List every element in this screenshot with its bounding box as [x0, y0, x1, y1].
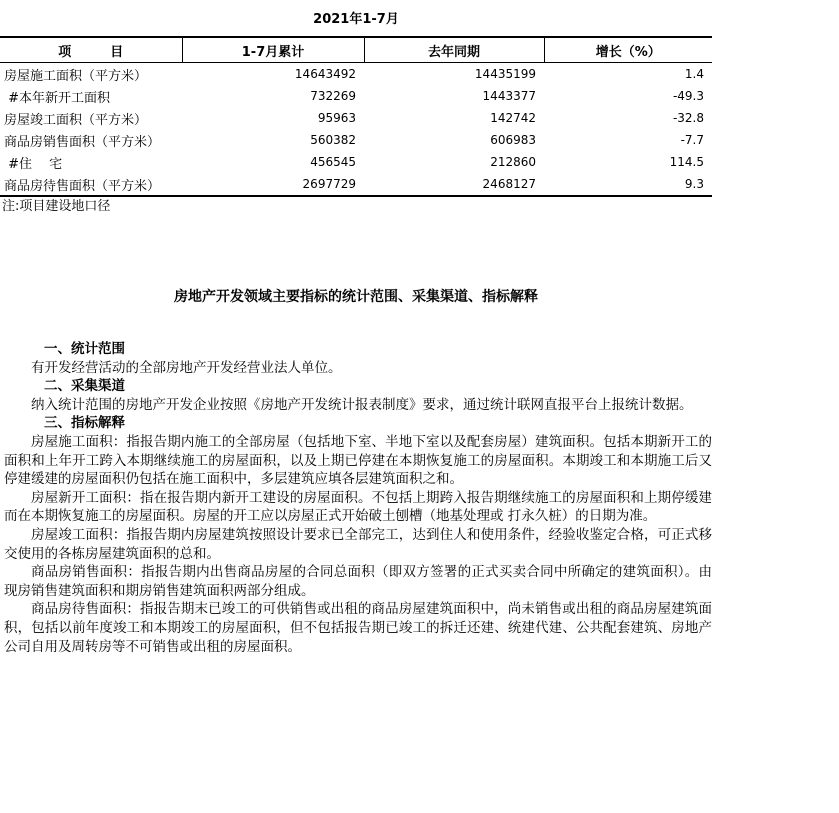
explanation-sections	[4, 340, 712, 656]
row-previous-year: 606983	[490, 133, 536, 147]
statistics-table	[0, 36, 712, 197]
definition-sales-area: 商品房销售面积：指报告期内出售商品房屋的合同总面积（即双方签署的正式买卖合同中所确定的建筑面积）。由现房销售建筑面积和期房销售建筑面积两部分组成。	[4, 564, 712, 599]
row-growth: 114.5	[669, 155, 704, 169]
row-growth: 1.4	[684, 67, 704, 81]
definition-completed-area: 房屋竣工面积：指报告期内房屋建筑按照设计要求已全部完工，达到住人和使用条件，经验收鉴定合格，可正式移交使用的各栋房屋建筑面积的总和。	[4, 526, 712, 562]
table-header-row	[0, 37, 712, 63]
row-cumulative: 14643492	[294, 67, 356, 81]
row-previous-year: 1443377	[482, 89, 536, 103]
table-row	[0, 151, 712, 173]
section-heading-channel: 二、采集渠道	[44, 378, 125, 395]
row-item: 房屋施工面积（平方米）	[4, 68, 148, 84]
definition-for-sale-area: 商品房待售面积：指报告期末已竣工的可供销售或出租的商品房屋建筑面积中，尚未销售或出租的商品房屋建筑面积，包括以前年度竣工和本期竣工的房屋面积，但不包括报告期已竣工的拆迁还建、统建代建、公共配套建筑、房地产公司自用及周转房等不可销售或出租的房屋面积。	[4, 601, 712, 655]
row-item: 房屋竣工面积（平方米）	[4, 112, 148, 128]
definition-construction-area: 房屋施工面积：指报告期内施工的全部房屋（包括地下室、半地下室以及配套房屋）建筑面积。包括本期新开工的面积和上年开工跨入本期继续施工的房屋面积，以及上期已停建在本期恢复施工的房屋面积。本期竣工和本期施工后又停建缓建的房屋面积仍包括在施工面积中，多层建筑应填各层建筑面积之和。	[4, 433, 712, 488]
header-growth: 增长（%）	[544, 37, 712, 63]
document-title: 房地产开发领域主要指标的统计范围、采集渠道、指标解释	[174, 289, 538, 305]
row-growth: -49.3	[672, 89, 704, 103]
row-previous-year: 14435199	[474, 67, 536, 81]
table-note: 注:项目建设地口径	[2, 199, 111, 214]
row-cumulative: 456545	[310, 155, 356, 169]
row-previous-year: 212860	[490, 155, 536, 169]
row-item: #住 宅	[4, 156, 63, 172]
row-growth: -7.7	[680, 133, 704, 147]
table-row	[0, 107, 712, 129]
section-paragraph: 纳入统计范围的房地产开发企业按照《房地产开发统计报表制度》要求，通过统计联网直报平台上报统计数据。	[31, 396, 693, 413]
row-cumulative: 95963	[317, 111, 356, 125]
row-item: #本年新开工面积	[4, 90, 111, 106]
header-cumulative: 1-7月累计	[182, 37, 364, 63]
section-heading-scope: 一、统计范围	[44, 341, 125, 357]
row-item: 商品房待售面积（平方米）	[0, 173, 182, 196]
row-item: 商品房销售面积（平方米）	[4, 134, 161, 150]
definition-new-start-area: 房屋新开工面积：指在报告期内新开工建设的房屋面积。不包括上期跨入报告期继续施工的房屋面积和上期停缓建而在本期恢复施工的房屋面积。房屋的开工应以房屋正式开始破土刨槽（地基处理或 打永久桩）的日期为准。	[4, 489, 712, 525]
row-cumulative: 732269	[310, 89, 356, 103]
header-previous-year: 去年同期	[364, 37, 544, 63]
row-previous-year: 2468127	[364, 173, 544, 196]
section-paragraph: 有开发经营活动的全部房地产开发经营业法人单位。	[31, 359, 342, 376]
table-row	[0, 85, 712, 107]
header-item: 项 目	[0, 37, 182, 63]
row-growth: -32.8	[672, 111, 704, 125]
row-cumulative: 2697729	[182, 173, 364, 196]
section-heading-definitions: 三、指标解释	[44, 415, 125, 432]
row-cumulative: 560382	[310, 133, 356, 147]
row-previous-year: 142742	[490, 111, 536, 125]
report-period: 2021年1-7月	[313, 12, 399, 27]
row-growth: 9.3	[544, 173, 712, 196]
table-row	[0, 129, 712, 151]
table-row	[0, 63, 712, 86]
table-row	[0, 173, 712, 196]
